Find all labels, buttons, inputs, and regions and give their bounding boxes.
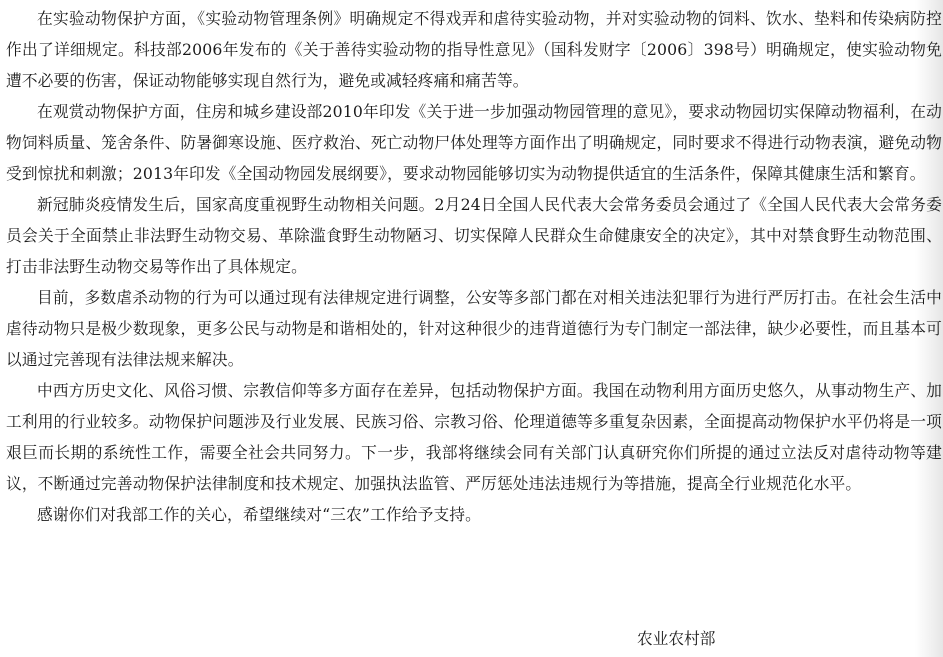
paragraph-thanks: 感谢你们对我部工作的关心，希望继续对“三农”工作给予支持。 [37, 505, 481, 524]
paragraph-wildlife-decision: 新冠肺炎疫情发生后，国家高度重视野生动物相关问题。2月24日全国人民代表大会常务委员会通过了《全国人民代表大会常务委员会关于全面禁止非法野生动物交易、革除滥食野生动物陋习、切实保障人民群众生命健康安全的决定》，其中对禁食野生动物范围、打击非法野生动物交易等作出了具体规定。 [6, 195, 942, 276]
paragraph-zoo-animals: 在观赏动物保护方面，住房和城乡建设部2010年印发《关于进一步加强动物园管理的意见》，要求动物园切实保障动物福利，在动物饲料质量、笼舍条件、防暑御寒设施、医疗救治、死亡动物尸体处理等方面作出了明确规定，同时要求不得进行动物表演，避免动物受到惊扰和刺激；2013年印发《全国动物园发展纲要》，要求动物园能够切实为动物提供适宜的生活条件，保障其健康生活和繁育。 [6, 102, 942, 183]
paragraph-current-law: 目前，多数虐杀动物的行为可以通过现有法律规定进行调整，公安等多部门都在对相关违法犯罪行为进行严厉打击。在社会生活中虐待动物只是极少数现象，更多公民与动物是和谐相处的，针对这种很少的违背道德行为专门制定一部法律，缺少必要性，而且基本可以通过完善现有法律法规来解决。 [6, 288, 942, 369]
paragraph-next-steps: 中西方历史文化、风俗习惯、宗教信仰等多方面存在差异，包括动物保护方面。我国在动物利用方面历史悠久，从事动物生产、加工利用的行业较多。动物保护问题涉及行业发展、民族习俗、宗教习俗、伦理道德等多重复杂因素，全面提高动物保护水平仍将是一项艰巨而长期的系统性工作，需要全社会共同努力。下一步，我部将继续会同有关部门认真研究你们所提的通过立法反对虐待动物等建议，不断通过完善动物保护法律制度和技术规定、加强执法监管、严厉惩处违法违规行为等措施，提高全行业规范化水平。 [6, 381, 942, 493]
signature: 农业农村部 [637, 629, 716, 648]
document-body [6, 3, 942, 530]
paragraph-lab-animals: 在实验动物保护方面，《实验动物管理条例》明确规定不得戏弄和虐待实验动物，并对实验动物的饲料、饮水、垫料和传染病防控作出了详细规定。科技部2006年发布的《关于善待实验动物的指导性意见》（国科发财字〔2006〕398号）明确规定，使实验动物免遭不必要的伤害，保证动物能够实现自然行为，避免或减轻疼痛和痛苦等。 [6, 9, 942, 90]
